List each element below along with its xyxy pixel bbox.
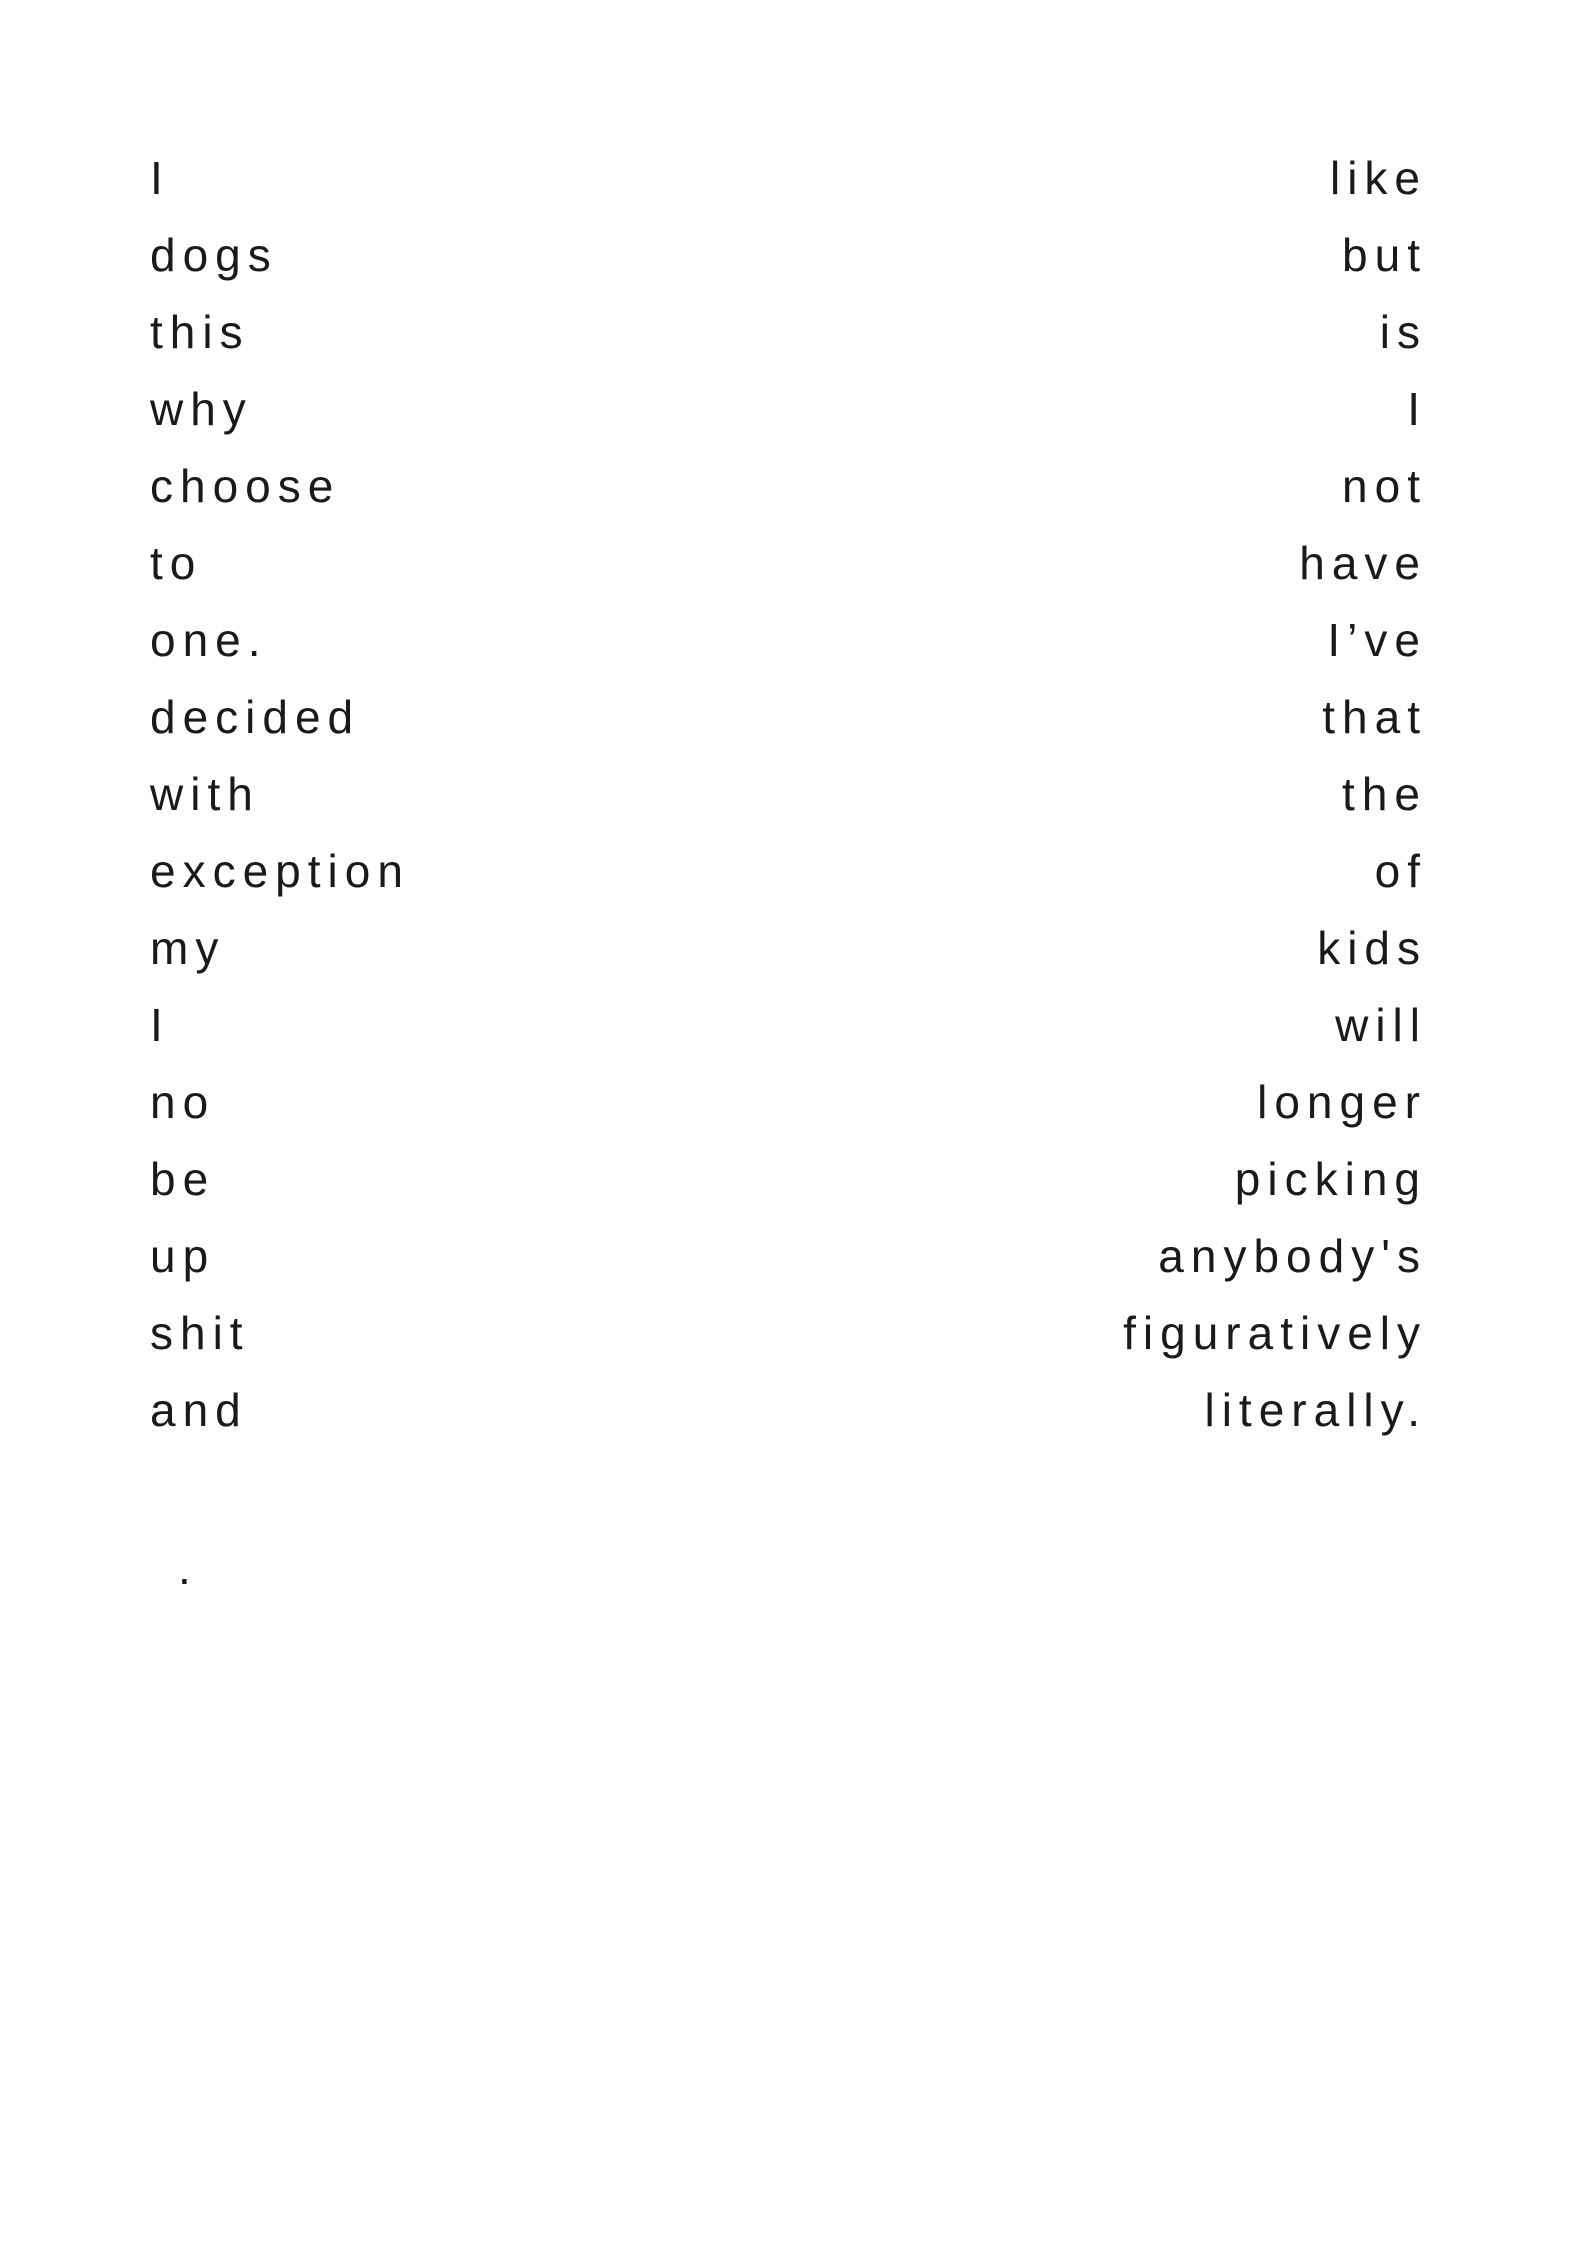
poem-word-right: picking bbox=[1234, 1153, 1427, 1205]
poem-word-left: with bbox=[150, 768, 260, 820]
poem-word-right: I bbox=[1407, 383, 1427, 435]
poem-word-right: the bbox=[1342, 768, 1427, 820]
poem-line bbox=[150, 1218, 1430, 1295]
poem-word-right: is bbox=[1379, 306, 1427, 358]
poem-word-left: be bbox=[150, 1153, 216, 1205]
poem-line bbox=[150, 910, 1430, 987]
poem-word-right: that bbox=[1322, 691, 1427, 743]
poem-word-left: this bbox=[150, 306, 250, 358]
poem-word-left: no bbox=[150, 1076, 216, 1128]
poem-line bbox=[150, 140, 1430, 217]
poem-line bbox=[150, 294, 1430, 371]
poem-line bbox=[150, 1372, 1430, 1449]
poem-word-right: literally. bbox=[1204, 1384, 1427, 1436]
poem-word-left: dogs bbox=[150, 229, 278, 281]
poem-word-left: one. bbox=[150, 614, 268, 666]
poem-word-right: of bbox=[1374, 845, 1427, 897]
poem-word-right: not bbox=[1342, 460, 1427, 512]
poem-word-right: I’ve bbox=[1327, 614, 1427, 666]
poem-word-left: why bbox=[150, 383, 253, 435]
poem-word-left: shit bbox=[150, 1307, 250, 1359]
poem-word-right: anybody's bbox=[1158, 1230, 1427, 1282]
poem-word-left: to bbox=[150, 537, 203, 589]
poem-word-right: like bbox=[1329, 152, 1427, 204]
poem-line bbox=[150, 679, 1430, 756]
poem-word-right: will bbox=[1335, 999, 1427, 1051]
poem-word-left: I bbox=[150, 152, 170, 204]
poem-line bbox=[150, 1295, 1430, 1372]
poem-word-left: my bbox=[150, 922, 226, 974]
poem-word-right: longer bbox=[1257, 1076, 1427, 1128]
poem-line bbox=[150, 1141, 1430, 1218]
poem-line bbox=[150, 448, 1430, 525]
poem-line bbox=[150, 1064, 1430, 1141]
poem-word-left: choose bbox=[150, 460, 341, 512]
poem-line bbox=[150, 756, 1430, 833]
poem-line bbox=[150, 987, 1430, 1064]
poem-word-right: but bbox=[1342, 229, 1427, 281]
poem-word-left: decided bbox=[150, 691, 361, 743]
poem-line bbox=[150, 217, 1430, 294]
poem-word-left: exception bbox=[150, 845, 410, 897]
poem-word-left: up bbox=[150, 1230, 216, 1282]
poem-line bbox=[150, 371, 1430, 448]
poem-word-left: I bbox=[150, 999, 170, 1051]
poem-word-right: have bbox=[1299, 537, 1427, 589]
poem-word-right: figuratively bbox=[1123, 1307, 1427, 1359]
poem-word-right: kids bbox=[1317, 922, 1427, 974]
poem-line bbox=[150, 525, 1430, 602]
poem-line bbox=[150, 602, 1430, 679]
poem-line bbox=[150, 833, 1430, 910]
poem-word-left: and bbox=[150, 1384, 248, 1436]
poem-body bbox=[150, 140, 1430, 1449]
trailing-period: . bbox=[178, 1542, 198, 1594]
